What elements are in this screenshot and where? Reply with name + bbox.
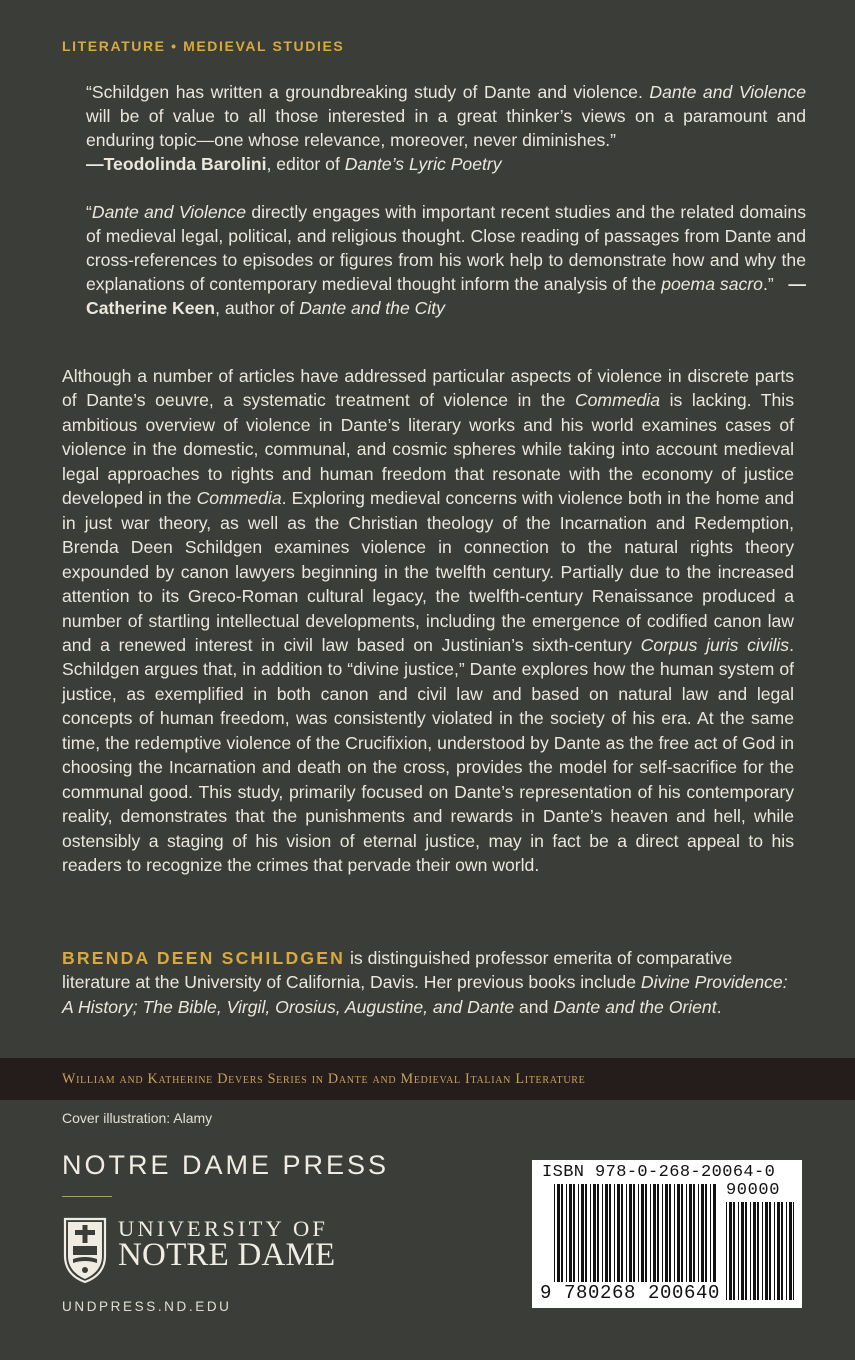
press-url: UNDPRESS.ND.EDU: [62, 1299, 232, 1314]
ean-digits: 9 780268 200640: [540, 1282, 721, 1304]
author-bio: BRENDA DEEN SCHILDGEN is distinguished professor emerita of comparative literature at the University of California, Davis. Her previous books include Divine Providence: A History; The Bible, Virgil, Orosius, Augustine, and Dante and Dante and the Orient.: [62, 948, 788, 1017]
endorsements: [86, 80, 806, 320]
series-title: William and Katherine Devers Series in Dante and Medieval Italian Literature: [62, 1071, 586, 1087]
shield-icon: [62, 1216, 108, 1284]
series-band: [0, 1058, 855, 1100]
press-name: NOTRE DAME PRESS: [62, 1150, 390, 1180]
cover-credit: Cover illustration: Alamy: [62, 1110, 213, 1126]
quote-attribution-name: —Teodolinda Barolini: [86, 154, 267, 174]
endorsement-quote: [86, 80, 806, 176]
university-name-line1: UNIVERSITY OF: [118, 1216, 329, 1241]
category-label: LITERATURE • MEDIEVAL STUDIES: [62, 38, 345, 54]
quote-attribution-name: —Catherine Keen: [86, 274, 806, 318]
isbn-barcode: [532, 1160, 802, 1308]
quote-text: “Dante and Violence directly engages with important recent studies and the related domains of medieval legal, political, and religious thought. Close reading of passages from Dante and cross-references to episodes or figures from his work help to demonstrate how and why the explanations of contemporary medieval thought inform the analysis of the poema sacro.” —Catherine Keen, author of Dante and the City: [86, 202, 806, 318]
university-name-line2: NOTRE DAME: [118, 1237, 336, 1273]
endorsement-quote: [86, 200, 806, 320]
divider: [62, 1196, 112, 1197]
price-code: 90000: [726, 1181, 781, 1200]
quote-text: “Schildgen has written a groundbreaking study of Dante and violence. Dante and Violence will be of value to all those interested in a great thinker’s views on a paramount and enduring topic—one whose relevance, moreover, never diminishes.” —Teodolinda Barolini, editor of Dante’s Lyric Poetry: [86, 82, 806, 174]
author-name: BRENDA DEEN SCHILDGEN: [62, 948, 346, 968]
isbn-label: ISBN 978-0-268-20064-0: [542, 1163, 776, 1182]
book-description: Although a number of articles have addressed particular aspects of violence in discrete parts of Dante’s oeuvre, a systematic treatment of violence in the Commedia is lacking. This ambitious overview of violence in Dante’s literary works and his world examines cases of violence in the domestic, communal, and cosmic spheres while taking into account medieval legal approaches to rights and human freedom that resonate with the economy of justice developed in the Commedia. Exploring medieval concerns with violence both in the home and in just war theory, as well as the Christian theology of the Incarnation and Redemption, Brenda Deen Schildgen examines violence in connection to the natural rights theory expounded by canon lawyers beginning in the twelfth century. Partially due to the increased attention to its Greco-Roman cultural legacy, the twelfth-century Renaissance produced a number of startling intellectual developments, including the emergence of codified canon law and a renewed interest in civil law based on Justinian’s sixth-century Corpus juris civilis. Schildgen argues that, in addition to “divine justice,” Dante explores how the human system of justice, as exemplified in both canon and civil law and based on natural law and legal concepts of human freedom, was consistently violated in the society of his era. At the same time, the redemptive violence of the Crucifixion, understood by Dante as the free act of God in choosing the Incarnation and death on the cross, provides the model for self-sacrifice for the communal good. This study, primarily focused on Dante’s representation of his contemporary reality, demonstrates that the punishments and rewards in Dante’s heaven and hell, while ostensibly a staging of his vision of eternal justice, may in fact be a direct appeal to his readers to recognize the crimes that pervade their own world.: [62, 366, 795, 876]
